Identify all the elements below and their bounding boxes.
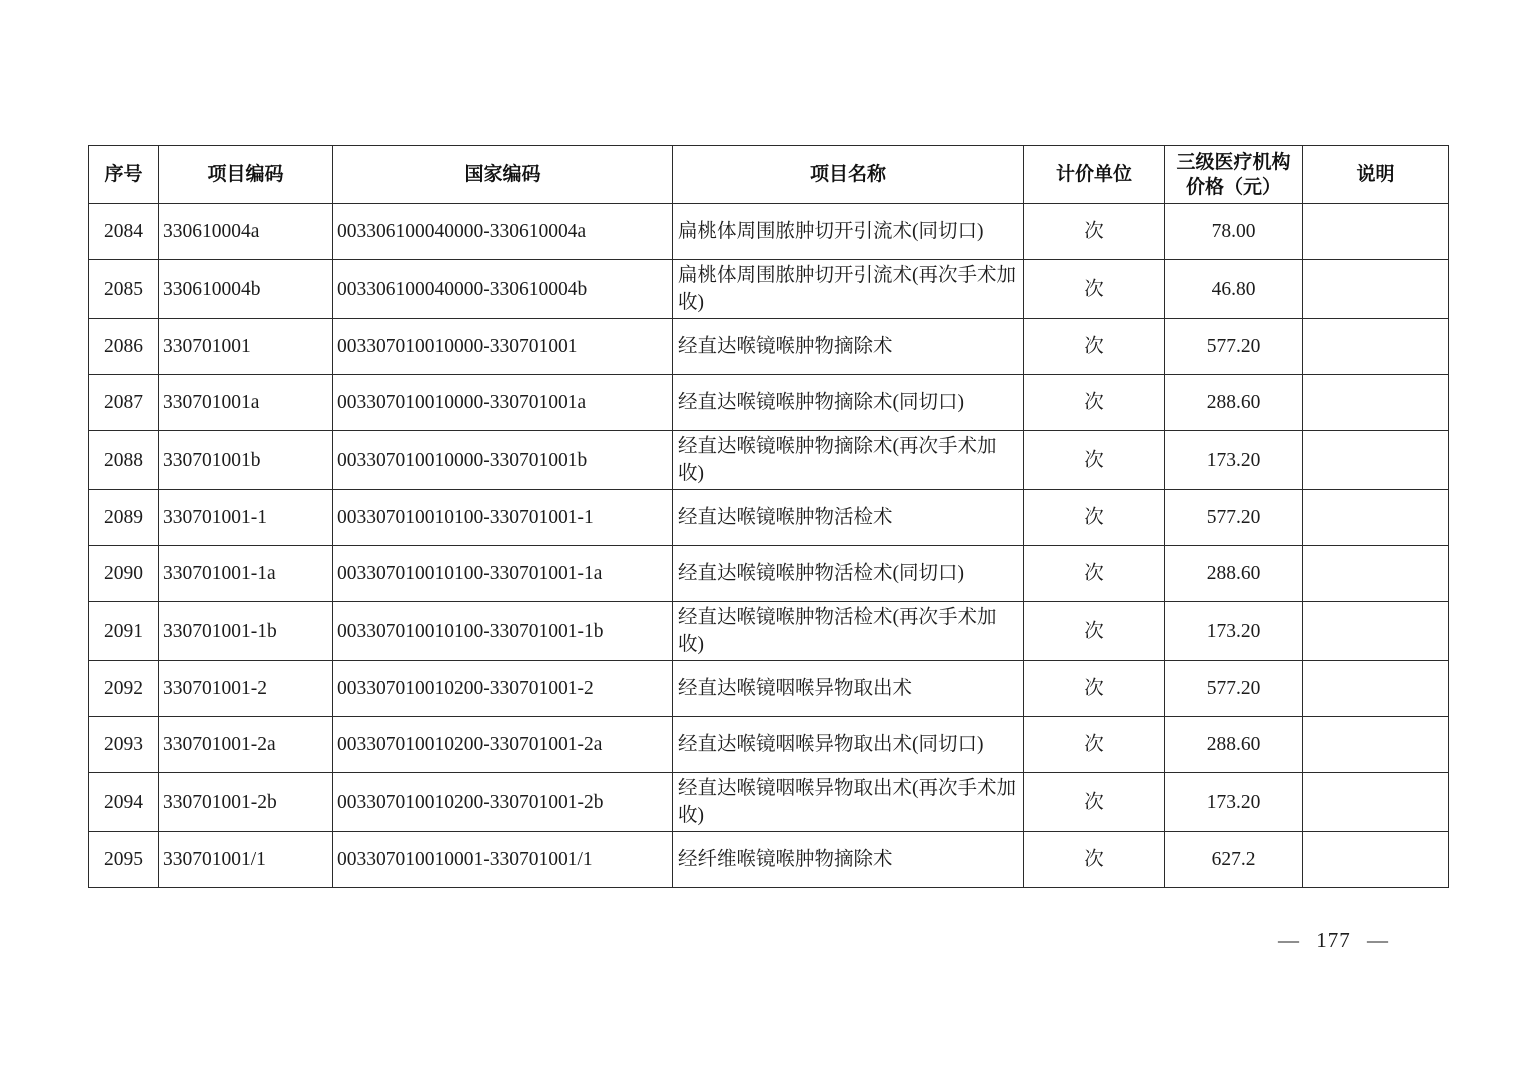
price-table — [88, 145, 1449, 888]
cell-unit: 次 — [1024, 375, 1165, 431]
cell-price: 173.20 — [1165, 431, 1303, 490]
table-row — [89, 773, 1449, 832]
cell-code: 330701001/1 — [159, 832, 333, 888]
cell-unit: 次 — [1024, 773, 1165, 832]
cell-note — [1303, 260, 1449, 319]
cell-price: 46.80 — [1165, 260, 1303, 319]
cell-name: 经纤维喉镜喉肿物摘除术 — [673, 832, 1024, 888]
cell-unit: 次 — [1024, 717, 1165, 773]
cell-name: 经直达喉镜咽喉异物取出术(同切口) — [673, 717, 1024, 773]
cell-seq: 2091 — [89, 602, 159, 661]
table-row — [89, 602, 1449, 661]
col-header-national-code: 国家编码 — [333, 146, 673, 204]
cell-price: 173.20 — [1165, 773, 1303, 832]
cell-price: 577.20 — [1165, 490, 1303, 546]
cell-unit: 次 — [1024, 490, 1165, 546]
cell-seq: 2087 — [89, 375, 159, 431]
table-header — [89, 146, 1449, 204]
cell-code: 330701001-2b — [159, 773, 333, 832]
cell-price: 627.2 — [1165, 832, 1303, 888]
cell-code: 330701001-1b — [159, 602, 333, 661]
cell-national-code: 003307010010200-330701001-2 — [333, 661, 673, 717]
cell-name: 扁桃体周围脓肿切开引流术(同切口) — [673, 204, 1024, 260]
col-header-project-name: 项目名称 — [673, 146, 1024, 204]
cell-note — [1303, 204, 1449, 260]
cell-national-code: 003306100040000-330610004b — [333, 260, 673, 319]
cell-name: 经直达喉镜喉肿物活检术(再次手术加收) — [673, 602, 1024, 661]
table-row — [89, 832, 1449, 888]
cell-note — [1303, 490, 1449, 546]
cell-name: 经直达喉镜喉肿物活检术 — [673, 490, 1024, 546]
cell-price: 577.20 — [1165, 319, 1303, 375]
table-row — [89, 546, 1449, 602]
cell-national-code: 003307010010100-330701001-1b — [333, 602, 673, 661]
cell-national-code: 003307010010000-330701001a — [333, 375, 673, 431]
cell-price: 577.20 — [1165, 661, 1303, 717]
cell-unit: 次 — [1024, 546, 1165, 602]
cell-name: 经直达喉镜喉肿物摘除术(同切口) — [673, 375, 1024, 431]
cell-code: 330701001a — [159, 375, 333, 431]
cell-code: 330610004b — [159, 260, 333, 319]
cell-price: 78.00 — [1165, 204, 1303, 260]
cell-code: 330701001-2a — [159, 717, 333, 773]
col-header-project-code: 项目编码 — [159, 146, 333, 204]
header-row — [89, 146, 1449, 204]
col-header-seq: 序号 — [89, 146, 159, 204]
cell-national-code: 003307010010100-330701001-1a — [333, 546, 673, 602]
col-header-unit: 计价单位 — [1024, 146, 1165, 204]
cell-price: 173.20 — [1165, 602, 1303, 661]
cell-code: 330701001-2 — [159, 661, 333, 717]
table-row — [89, 204, 1449, 260]
cell-seq: 2089 — [89, 490, 159, 546]
cell-name: 经直达喉镜咽喉异物取出术(再次手术加收) — [673, 773, 1024, 832]
col-header-note: 说明 — [1303, 146, 1449, 204]
cell-note — [1303, 431, 1449, 490]
cell-unit: 次 — [1024, 260, 1165, 319]
cell-price: 288.60 — [1165, 717, 1303, 773]
cell-note — [1303, 661, 1449, 717]
cell-name: 扁桃体周围脓肿切开引流术(再次手术加收) — [673, 260, 1024, 319]
cell-national-code: 003307010010200-330701001-2b — [333, 773, 673, 832]
cell-national-code: 003307010010100-330701001-1 — [333, 490, 673, 546]
cell-unit: 次 — [1024, 431, 1165, 490]
cell-national-code: 003307010010001-330701001/1 — [333, 832, 673, 888]
cell-seq: 2090 — [89, 546, 159, 602]
cell-note — [1303, 375, 1449, 431]
cell-national-code: 003307010010000-330701001b — [333, 431, 673, 490]
table-row — [89, 431, 1449, 490]
page-number: — 177 — — [1278, 928, 1389, 952]
cell-name: 经直达喉镜喉肿物活检术(同切口) — [673, 546, 1024, 602]
table-row — [89, 319, 1449, 375]
cell-name: 经直达喉镜喉肿物摘除术 — [673, 319, 1024, 375]
table-row — [89, 717, 1449, 773]
cell-seq: 2086 — [89, 319, 159, 375]
cell-national-code: 003307010010000-330701001 — [333, 319, 673, 375]
cell-note — [1303, 773, 1449, 832]
table-body — [89, 204, 1449, 888]
cell-price: 288.60 — [1165, 546, 1303, 602]
cell-code: 330701001-1a — [159, 546, 333, 602]
cell-national-code: 003307010010200-330701001-2a — [333, 717, 673, 773]
cell-seq: 2092 — [89, 661, 159, 717]
cell-note — [1303, 319, 1449, 375]
cell-seq: 2093 — [89, 717, 159, 773]
cell-seq: 2088 — [89, 431, 159, 490]
table-row — [89, 375, 1449, 431]
cell-unit: 次 — [1024, 319, 1165, 375]
cell-unit: 次 — [1024, 602, 1165, 661]
cell-code: 330701001b — [159, 431, 333, 490]
table-row — [89, 490, 1449, 546]
cell-code: 330610004a — [159, 204, 333, 260]
col-header-price: 三级医疗机构价格（元） — [1165, 146, 1303, 204]
cell-code: 330701001-1 — [159, 490, 333, 546]
cell-unit: 次 — [1024, 661, 1165, 717]
table-row — [89, 661, 1449, 717]
cell-note — [1303, 546, 1449, 602]
cell-name: 经直达喉镜喉肿物摘除术(再次手术加收) — [673, 431, 1024, 490]
cell-seq: 2085 — [89, 260, 159, 319]
cell-price: 288.60 — [1165, 375, 1303, 431]
cell-note — [1303, 602, 1449, 661]
cell-note — [1303, 832, 1449, 888]
cell-national-code: 003306100040000-330610004a — [333, 204, 673, 260]
cell-note — [1303, 717, 1449, 773]
cell-seq: 2084 — [89, 204, 159, 260]
table-row — [89, 260, 1449, 319]
cell-name: 经直达喉镜咽喉异物取出术 — [673, 661, 1024, 717]
cell-unit: 次 — [1024, 204, 1165, 260]
cell-seq: 2094 — [89, 773, 159, 832]
cell-unit: 次 — [1024, 832, 1165, 888]
cell-seq: 2095 — [89, 832, 159, 888]
cell-code: 330701001 — [159, 319, 333, 375]
